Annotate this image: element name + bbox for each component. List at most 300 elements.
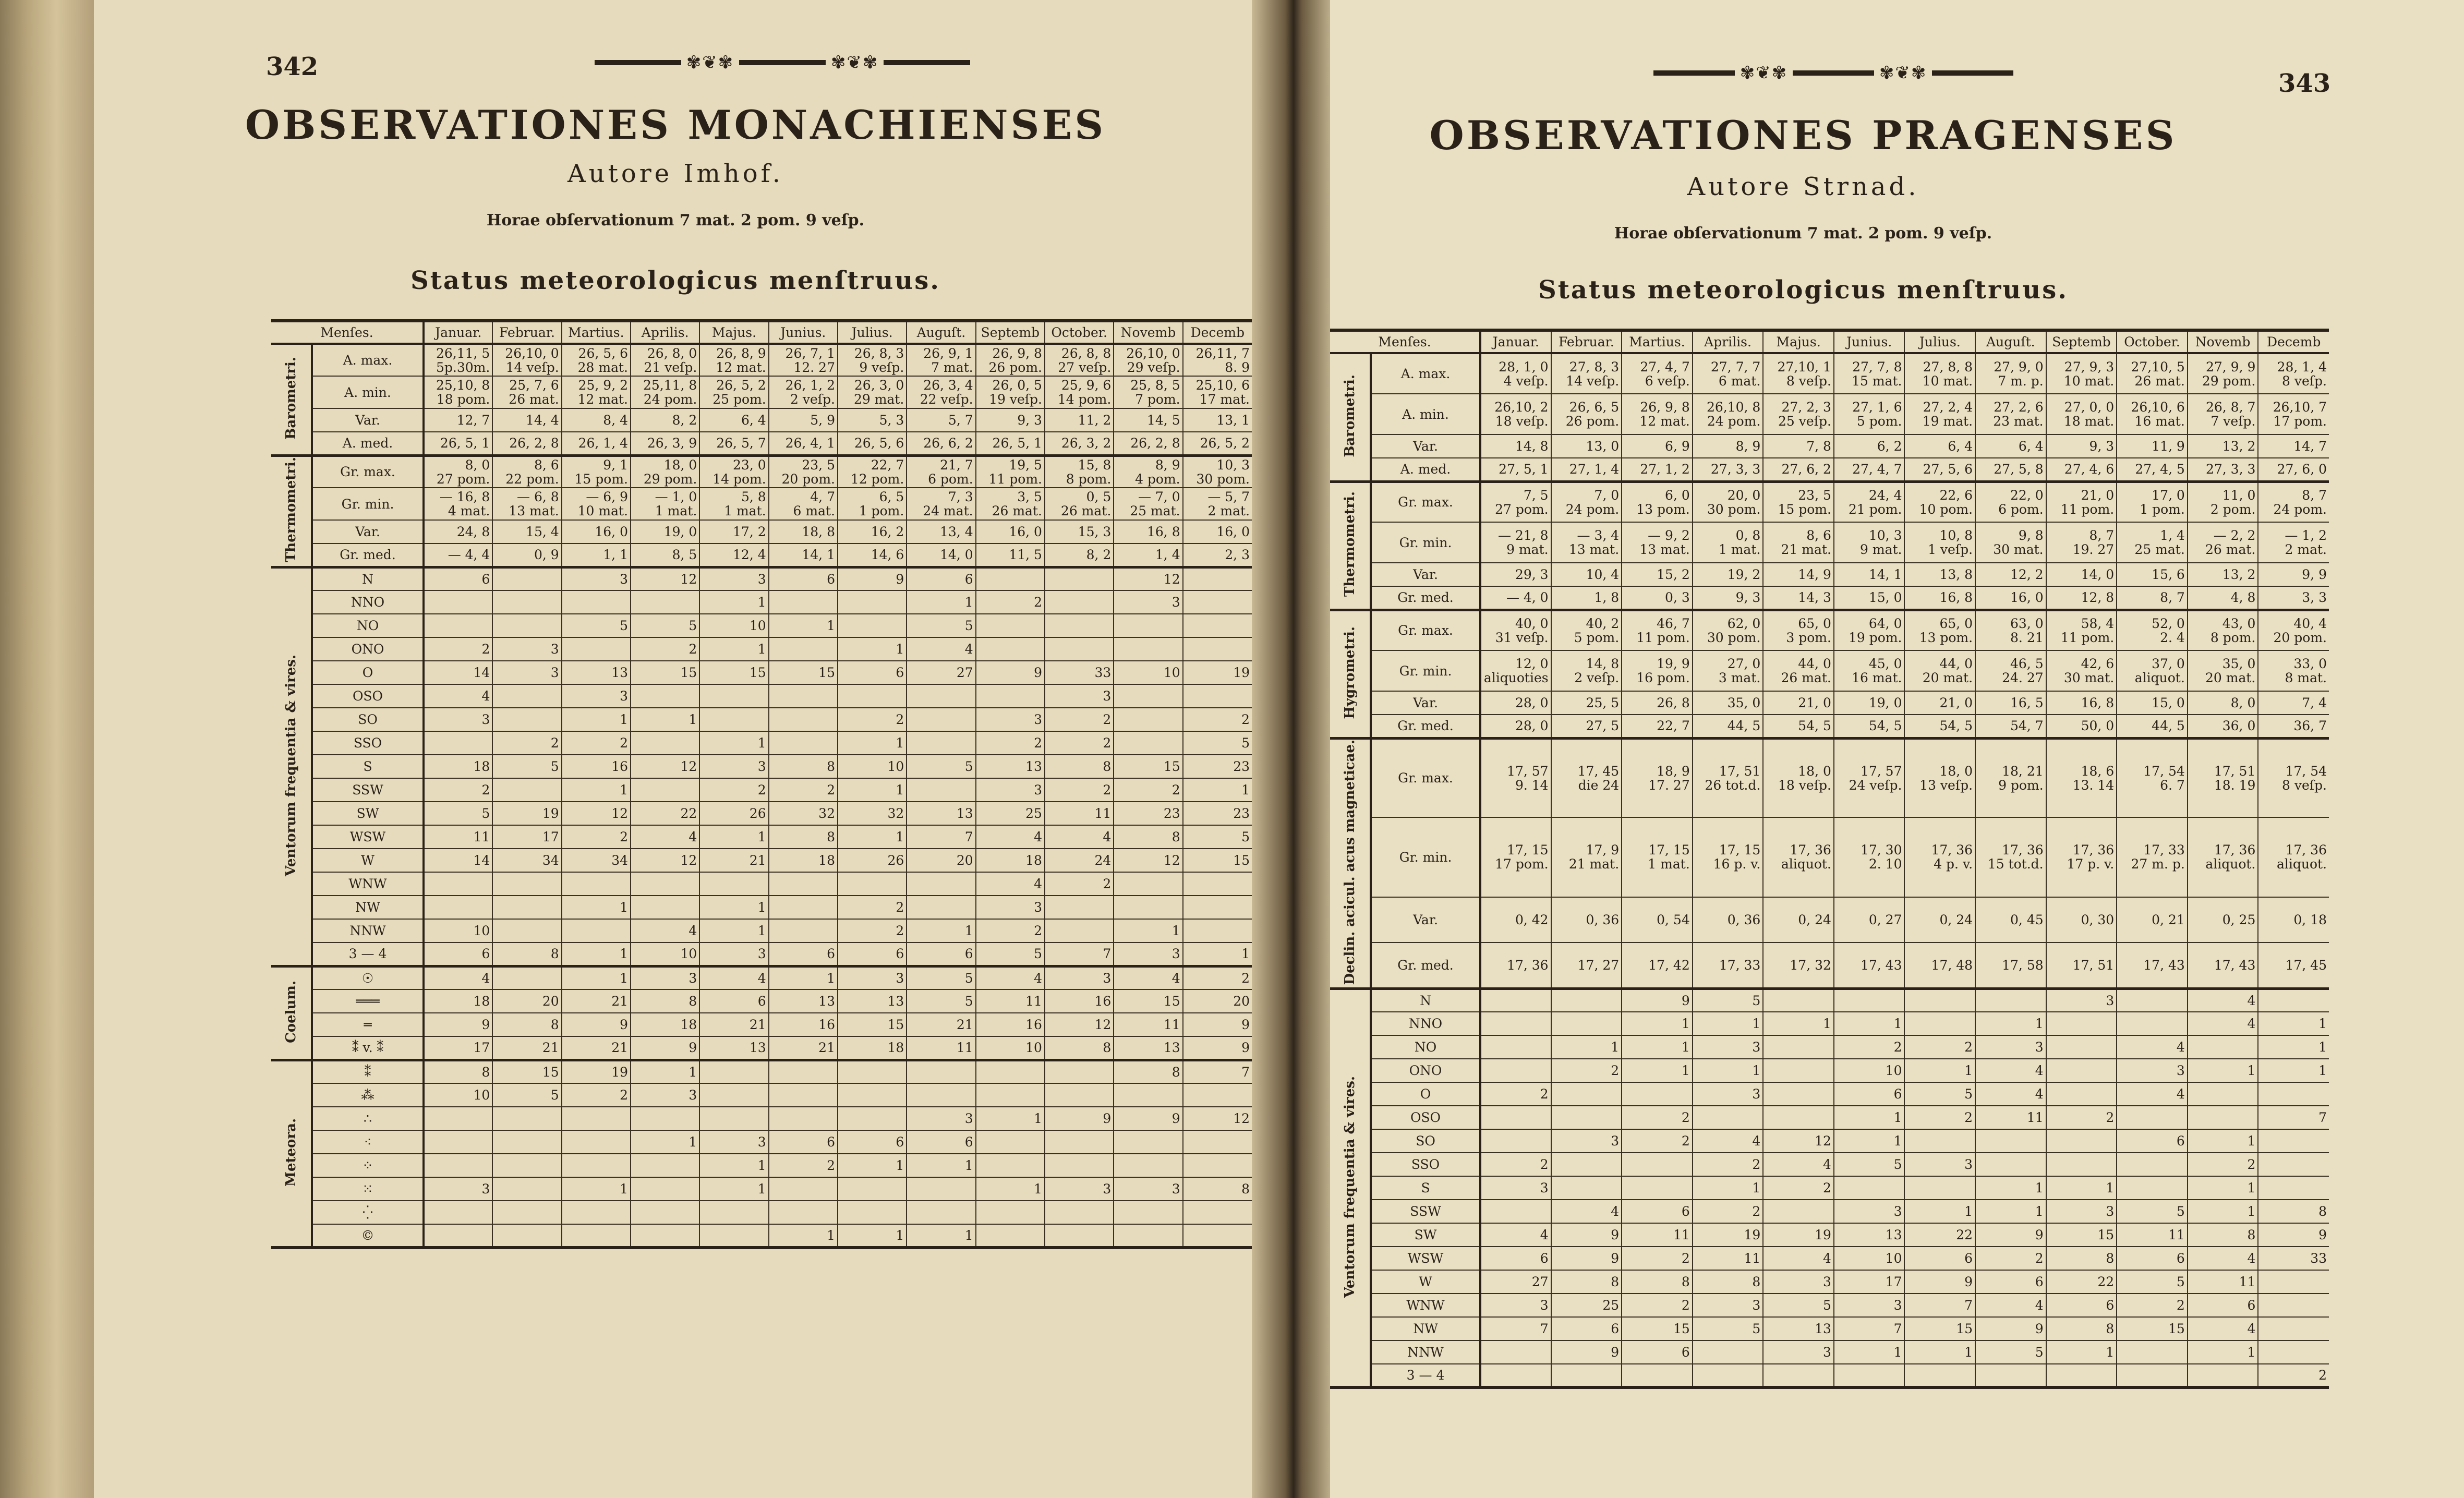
data-cell: 17, 33 xyxy=(1693,943,1764,988)
table-row xyxy=(271,455,1252,488)
data-cell: 26, 5, 2 xyxy=(1183,432,1252,455)
data-cell xyxy=(2258,1270,2329,1294)
data-cell: 15 xyxy=(769,661,838,684)
table-row xyxy=(271,520,1252,543)
data-cell: 8, 2 xyxy=(631,408,699,432)
data-cell: 5, 7 xyxy=(907,408,975,432)
data-cell xyxy=(492,1154,561,1177)
data-cell: 1 xyxy=(699,590,768,614)
data-cell: 11, 0 2 pom. xyxy=(2188,481,2258,522)
table-row xyxy=(271,825,1252,849)
data-cell xyxy=(2117,988,2188,1012)
data-cell: 28, 1, 0 4 veſp. xyxy=(1480,353,1551,394)
data-cell: 1 xyxy=(699,731,768,755)
data-cell: 6 xyxy=(1834,1082,1905,1106)
month-header: Julius. xyxy=(838,321,907,344)
data-cell: 3 xyxy=(1114,943,1182,966)
data-cell: 3 xyxy=(1763,1270,1834,1294)
data-cell xyxy=(492,872,561,896)
data-cell: 10 xyxy=(424,919,492,943)
data-cell: 1 xyxy=(1834,1129,1905,1153)
data-cell: 15 xyxy=(699,661,768,684)
data-cell: 5 xyxy=(1693,988,1764,1012)
data-cell: 18 xyxy=(976,849,1045,872)
data-cell: 65, 0 13 pom. xyxy=(1904,610,1975,650)
month-header: Majus. xyxy=(1763,330,1834,353)
data-cell xyxy=(1763,988,1834,1012)
data-cell xyxy=(1183,1224,1252,1248)
data-cell: 22, 6 10 pom. xyxy=(1904,481,1975,522)
data-cell: 0, 24 xyxy=(1904,897,1975,943)
table-row xyxy=(271,661,1252,684)
data-cell xyxy=(562,872,631,896)
data-cell: 63, 0 8. 21 xyxy=(1975,610,2046,650)
data-cell: 26, 2, 8 xyxy=(492,432,561,455)
table-row xyxy=(271,590,1252,614)
data-cell: 9 xyxy=(1904,1270,1975,1294)
data-cell: 9 xyxy=(1183,1013,1252,1036)
data-cell: 2 xyxy=(1480,1082,1551,1106)
data-cell: 18 xyxy=(631,1013,699,1036)
table-row xyxy=(1330,1176,2329,1200)
data-cell: 17, 42 xyxy=(1622,943,1693,988)
data-cell: 17, 57 24 veſp. xyxy=(1834,738,1905,817)
data-cell: 11 xyxy=(907,1036,975,1060)
data-cell xyxy=(838,1107,907,1130)
data-cell: 6, 5 1 pom. xyxy=(838,488,907,520)
row-label: Gr. max. xyxy=(312,455,424,488)
data-cell: 14, 8 2 veſp. xyxy=(1551,650,1622,691)
data-cell xyxy=(976,1130,1045,1154)
data-cell: 9 xyxy=(562,1013,631,1036)
data-cell: 1 xyxy=(838,731,907,755)
data-cell: 3 xyxy=(631,966,699,989)
data-cell: 11 xyxy=(1622,1223,1693,1247)
data-cell: 18, 0 29 pom. xyxy=(631,455,699,488)
data-cell: 6, 4 xyxy=(1975,434,2046,458)
row-label: O xyxy=(312,661,424,684)
data-cell: 0, 36 xyxy=(1551,897,1622,943)
month-header: Majus. xyxy=(699,321,768,344)
data-cell: 6, 4 xyxy=(1904,434,1975,458)
month-header: Aprilis. xyxy=(1693,330,1764,353)
data-cell: 23 xyxy=(1183,802,1252,825)
data-cell: 17, 57 9. 14 xyxy=(1480,738,1551,817)
data-cell: 16, 2 xyxy=(838,520,907,543)
data-cell: 1 xyxy=(838,1224,907,1248)
data-cell: 27, 1, 4 xyxy=(1551,458,1622,481)
data-cell: 6 xyxy=(699,989,768,1013)
data-cell: 26,11, 5 5p.30m. xyxy=(424,344,492,376)
row-group-label: Thermometri. xyxy=(1330,481,1371,610)
data-cell: 17, 9 21 mat. xyxy=(1551,817,1622,897)
data-cell: 9, 1 15 pom. xyxy=(562,455,631,488)
row-label: NNW xyxy=(1371,1340,1480,1364)
table-row xyxy=(1330,1223,2329,1247)
row-group-label: Barometri. xyxy=(271,344,312,455)
data-cell xyxy=(907,896,975,919)
data-cell: 20, 0 30 pom. xyxy=(1693,481,1764,522)
data-cell: 3 xyxy=(976,896,1045,919)
table-row xyxy=(271,896,1252,919)
data-cell: 29, 3 xyxy=(1480,563,1551,586)
data-cell: 2 xyxy=(1045,872,1114,896)
data-cell: 26, 9, 1 7 mat. xyxy=(907,344,975,376)
data-cell: 54, 5 xyxy=(1834,715,1905,738)
row-label: Var. xyxy=(312,408,424,432)
data-cell: 19 xyxy=(1693,1223,1764,1247)
data-cell: 1 xyxy=(631,708,699,731)
data-cell: 10 xyxy=(699,614,768,637)
data-cell: 0, 36 xyxy=(1693,897,1764,943)
data-cell: 6 xyxy=(424,943,492,966)
month-header: Novemb xyxy=(2188,330,2258,353)
data-cell: 27, 3, 3 xyxy=(1693,458,1764,481)
row-label: NW xyxy=(312,896,424,919)
data-cell: 8, 2 xyxy=(1045,543,1114,567)
data-cell xyxy=(838,1177,907,1201)
data-cell: 26,10, 2 18 veſp. xyxy=(1480,394,1551,434)
data-cell xyxy=(2188,1364,2258,1387)
data-cell: 7, 8 xyxy=(1763,434,1834,458)
data-cell: 3 xyxy=(1693,1294,1764,1317)
data-cell: — 4, 4 xyxy=(424,543,492,567)
data-cell: 27, 2, 3 25 veſp. xyxy=(1763,394,1834,434)
data-cell xyxy=(2188,1082,2258,1106)
data-cell: 4 xyxy=(976,966,1045,989)
table-row xyxy=(1330,691,2329,715)
data-cell: 10 xyxy=(838,755,907,778)
data-cell: 19, 0 xyxy=(631,520,699,543)
table-row xyxy=(1330,650,2329,691)
data-cell: 9 xyxy=(1975,1317,2046,1340)
data-cell: 9, 3 xyxy=(2046,434,2117,458)
month-header: Julius. xyxy=(1904,330,1975,353)
data-cell xyxy=(1183,1154,1252,1177)
data-cell: 2 xyxy=(976,919,1045,943)
table-row xyxy=(271,755,1252,778)
data-cell: 7 xyxy=(2258,1106,2329,1129)
data-cell: 2 xyxy=(424,778,492,802)
data-cell: 1 xyxy=(907,590,975,614)
data-cell: 4 xyxy=(631,825,699,849)
month-header: Januar. xyxy=(1480,330,1551,353)
data-cell: 3, 3 xyxy=(2258,586,2329,610)
data-cell: 6 xyxy=(1551,1317,1622,1340)
data-cell: 0, 42 xyxy=(1480,897,1551,943)
data-cell: 15, 0 xyxy=(1834,586,1905,610)
data-cell: 18, 9 17. 27 xyxy=(1622,738,1693,817)
data-cell xyxy=(1114,1201,1182,1224)
data-cell: 1 xyxy=(699,919,768,943)
data-cell: 11 xyxy=(1693,1247,1764,1270)
right-page-number: 343 xyxy=(2278,69,2331,98)
data-cell: 8 xyxy=(1045,755,1114,778)
data-cell xyxy=(1763,1035,1834,1059)
data-cell xyxy=(1045,1130,1114,1154)
data-cell: 52, 0 2. 4 xyxy=(2117,610,2188,650)
data-cell xyxy=(1551,1176,1622,1200)
data-cell xyxy=(976,637,1045,661)
data-cell: 1 xyxy=(1904,1059,1975,1082)
data-cell: 10, 4 xyxy=(1551,563,1622,586)
data-cell xyxy=(976,567,1045,590)
data-cell: 26,10, 7 17 pom. xyxy=(2258,394,2329,434)
data-cell: 12 xyxy=(1114,849,1182,872)
row-label: Gr. med. xyxy=(1371,715,1480,738)
data-cell: 44, 5 xyxy=(1693,715,1764,738)
data-cell: 14, 1 xyxy=(1834,563,1905,586)
data-cell xyxy=(1183,919,1252,943)
data-cell: 8 xyxy=(492,943,561,966)
data-cell: 13 xyxy=(1763,1317,1834,1340)
table-row xyxy=(1330,481,2329,522)
data-cell: 6 xyxy=(424,567,492,590)
data-cell xyxy=(562,919,631,943)
row-label: S xyxy=(312,755,424,778)
data-cell xyxy=(1480,1059,1551,1082)
month-header: Novemb xyxy=(1114,321,1182,344)
right-author: Autore Strnad. xyxy=(1687,172,1919,201)
row-label: 3 — 4 xyxy=(1371,1364,1480,1387)
data-cell: 28, 0 xyxy=(1480,691,1551,715)
data-cell xyxy=(1183,896,1252,919)
data-cell: 17, 36 15 tot.d. xyxy=(1975,817,2046,897)
data-cell: 6 xyxy=(1975,1270,2046,1294)
data-cell: 4 xyxy=(1480,1223,1551,1247)
table-row xyxy=(1330,817,2329,897)
data-cell: 44, 0 26 mat. xyxy=(1763,650,1834,691)
data-cell: 26, 8, 7 7 veſp. xyxy=(2188,394,2258,434)
data-cell: 3 xyxy=(699,755,768,778)
data-cell: 27, 5, 6 xyxy=(1904,458,1975,481)
data-cell: 15 xyxy=(2046,1223,2117,1247)
data-cell: 17, 2 xyxy=(699,520,768,543)
data-cell: 4 xyxy=(1975,1294,2046,1317)
data-cell: 1 xyxy=(907,1154,975,1177)
data-cell: 28, 0 xyxy=(1480,715,1551,738)
data-cell xyxy=(1045,1083,1114,1107)
data-cell xyxy=(1904,1364,1975,1387)
data-cell xyxy=(1480,988,1551,1012)
months-header: Menſes. xyxy=(1330,330,1480,353)
row-label: ⁑ v. ⁑ xyxy=(312,1036,424,1060)
data-cell: 26, 3, 0 29 mat. xyxy=(838,376,907,408)
data-cell: 1 xyxy=(2046,1340,2117,1364)
data-cell: 5, 8 1 mat. xyxy=(699,488,768,520)
table-row xyxy=(1330,1106,2329,1129)
data-cell: 10, 8 1 veſp. xyxy=(1904,522,1975,563)
data-cell: 13, 0 xyxy=(1551,434,1622,458)
data-cell: 9 xyxy=(1551,1340,1622,1364)
data-cell xyxy=(1480,1129,1551,1153)
data-cell: 22, 0 6 pom. xyxy=(1975,481,2046,522)
data-cell: 0, 24 xyxy=(1763,897,1834,943)
data-cell: 8 xyxy=(1183,1177,1252,1201)
data-cell: 9 xyxy=(1975,1223,2046,1247)
data-cell: 9, 3 xyxy=(976,408,1045,432)
row-label: N xyxy=(312,567,424,590)
right-status-heading: Status meteorologicus menſtruus. xyxy=(1538,275,2068,305)
data-cell: 4 xyxy=(976,825,1045,849)
month-header: October. xyxy=(2117,330,2188,353)
data-cell: 50, 0 xyxy=(2046,715,2117,738)
data-cell: — 5, 7 2 mat. xyxy=(1183,488,1252,520)
data-cell: 19, 9 16 pom. xyxy=(1622,650,1693,691)
data-cell: 1 xyxy=(1975,1176,2046,1200)
data-cell: 17 xyxy=(424,1036,492,1060)
data-cell: 0, 27 xyxy=(1834,897,1905,943)
row-label: WNW xyxy=(1371,1294,1480,1317)
data-cell: 3 xyxy=(976,778,1045,802)
left-page xyxy=(94,0,1257,1498)
data-cell: 4 xyxy=(424,966,492,989)
data-cell: 17 xyxy=(492,825,561,849)
data-cell: 6 xyxy=(2188,1294,2258,1317)
data-cell: 3 xyxy=(1904,1153,1975,1176)
month-header: Septemb xyxy=(2046,330,2117,353)
data-cell: 16, 8 xyxy=(1114,520,1182,543)
data-cell: 1 xyxy=(1763,1012,1834,1035)
data-cell xyxy=(631,590,699,614)
data-cell: 5 xyxy=(424,802,492,825)
data-cell: 6 xyxy=(769,567,838,590)
data-cell xyxy=(492,896,561,919)
row-label: A. max. xyxy=(1371,353,1480,394)
data-cell: 27, 8, 3 14 veſp. xyxy=(1551,353,1622,394)
data-cell: 0, 45 xyxy=(1975,897,2046,943)
data-cell: 13, 8 xyxy=(1904,563,1975,586)
data-cell: 12, 0 aliquoties xyxy=(1480,650,1551,691)
data-cell: 8 xyxy=(1693,1270,1764,1294)
data-cell: 5 xyxy=(1834,1153,1905,1176)
row-label: Gr. min. xyxy=(1371,522,1480,563)
data-cell: 8 xyxy=(769,825,838,849)
data-cell: 18 xyxy=(838,1036,907,1060)
data-cell: 8 xyxy=(492,1013,561,1036)
data-cell: 10 xyxy=(1114,661,1182,684)
data-cell xyxy=(1551,1012,1622,1035)
data-cell: 44, 5 xyxy=(2117,715,2188,738)
data-cell xyxy=(2188,1106,2258,1129)
data-cell: 8, 7 24 pom. xyxy=(2258,481,2329,522)
data-cell: 0, 54 xyxy=(1622,897,1693,943)
table-row xyxy=(271,1107,1252,1130)
data-cell: 26 xyxy=(838,849,907,872)
data-cell: 18, 6 13. 14 xyxy=(2046,738,2117,817)
data-cell: 1 xyxy=(1834,1012,1905,1035)
data-cell: 10 xyxy=(1834,1059,1905,1082)
data-cell xyxy=(1183,567,1252,590)
data-cell xyxy=(699,684,768,708)
data-cell: 17, 43 xyxy=(2188,943,2258,988)
data-cell: — 2, 2 26 mat. xyxy=(2188,522,2258,563)
data-cell: 7 xyxy=(1480,1317,1551,1340)
data-cell: 15 xyxy=(2117,1317,2188,1340)
data-cell: 1 xyxy=(2046,1176,2117,1200)
data-cell xyxy=(2046,1059,2117,1082)
data-cell xyxy=(1975,1153,2046,1176)
data-cell xyxy=(424,590,492,614)
data-cell: 8, 0 27 pom. xyxy=(424,455,492,488)
data-cell xyxy=(1183,590,1252,614)
data-cell: 26,10, 6 16 mat. xyxy=(2117,394,2188,434)
data-cell: 46, 5 24. 27 xyxy=(1975,650,2046,691)
data-cell: 2 xyxy=(1551,1059,1622,1082)
data-cell: 1 xyxy=(699,637,768,661)
data-cell xyxy=(1480,1012,1551,1035)
data-cell: 24, 8 xyxy=(424,520,492,543)
data-cell: 27, 5, 8 xyxy=(1975,458,2046,481)
data-cell: 28, 1, 4 8 veſp. xyxy=(2258,353,2329,394)
data-cell: 15, 4 xyxy=(492,520,561,543)
row-label: 3 — 4 xyxy=(312,943,424,966)
data-cell: 12 xyxy=(1763,1129,1834,1153)
row-label: Gr. min. xyxy=(1371,650,1480,691)
data-cell: 2 xyxy=(838,708,907,731)
data-cell xyxy=(769,1083,838,1107)
data-cell: 1 xyxy=(1114,919,1182,943)
table-row xyxy=(271,1130,1252,1154)
data-cell: 6, 4 xyxy=(699,408,768,432)
data-cell: 3 xyxy=(562,567,631,590)
row-label: Gr. max. xyxy=(1371,481,1480,522)
data-cell: 34 xyxy=(562,849,631,872)
data-cell xyxy=(1114,708,1182,731)
data-cell: 2 xyxy=(1834,1035,1905,1059)
data-cell: 4 xyxy=(907,637,975,661)
table-row xyxy=(271,708,1252,731)
table-row xyxy=(271,637,1252,661)
row-label: SW xyxy=(312,802,424,825)
data-cell: 18 xyxy=(424,989,492,1013)
row-label: NNW xyxy=(312,919,424,943)
data-cell: 15, 2 xyxy=(1622,563,1693,586)
data-cell: 2 xyxy=(1183,966,1252,989)
row-label: WSW xyxy=(312,825,424,849)
data-cell: 33 xyxy=(2258,1247,2329,1270)
data-cell: 15, 6 xyxy=(2117,563,2188,586)
data-cell xyxy=(1183,1130,1252,1154)
table-row xyxy=(271,966,1252,989)
data-cell: 1, 4 xyxy=(1114,543,1182,567)
data-cell: 4 xyxy=(1551,1200,1622,1223)
data-cell: 7 xyxy=(1834,1317,1905,1340)
data-cell: 65, 0 3 pom. xyxy=(1763,610,1834,650)
data-cell xyxy=(1834,1364,1905,1387)
data-cell: 22, 7 xyxy=(1622,715,1693,738)
data-cell xyxy=(631,896,699,919)
data-cell: 9 xyxy=(838,567,907,590)
data-cell: 4 xyxy=(2117,1082,2188,1106)
data-cell xyxy=(492,590,561,614)
data-cell: 3 xyxy=(562,684,631,708)
data-cell: 14, 6 xyxy=(838,543,907,567)
table-row xyxy=(271,408,1252,432)
data-cell xyxy=(1551,988,1622,1012)
data-cell: — 21, 8 9 mat. xyxy=(1480,522,1551,563)
data-cell: 26 xyxy=(699,802,768,825)
data-cell: 16 xyxy=(1045,989,1114,1013)
data-cell xyxy=(1834,1176,1905,1200)
data-cell xyxy=(2046,1364,2117,1387)
row-group-label: Hygrometri. xyxy=(1330,610,1371,738)
data-cell xyxy=(907,778,975,802)
data-cell xyxy=(631,1107,699,1130)
table-row xyxy=(1330,715,2329,738)
data-cell: 1 xyxy=(562,708,631,731)
right-observation-hours: Horae obſervationum 7 mat. 2 pom. 9 veſp. xyxy=(1614,224,1992,243)
